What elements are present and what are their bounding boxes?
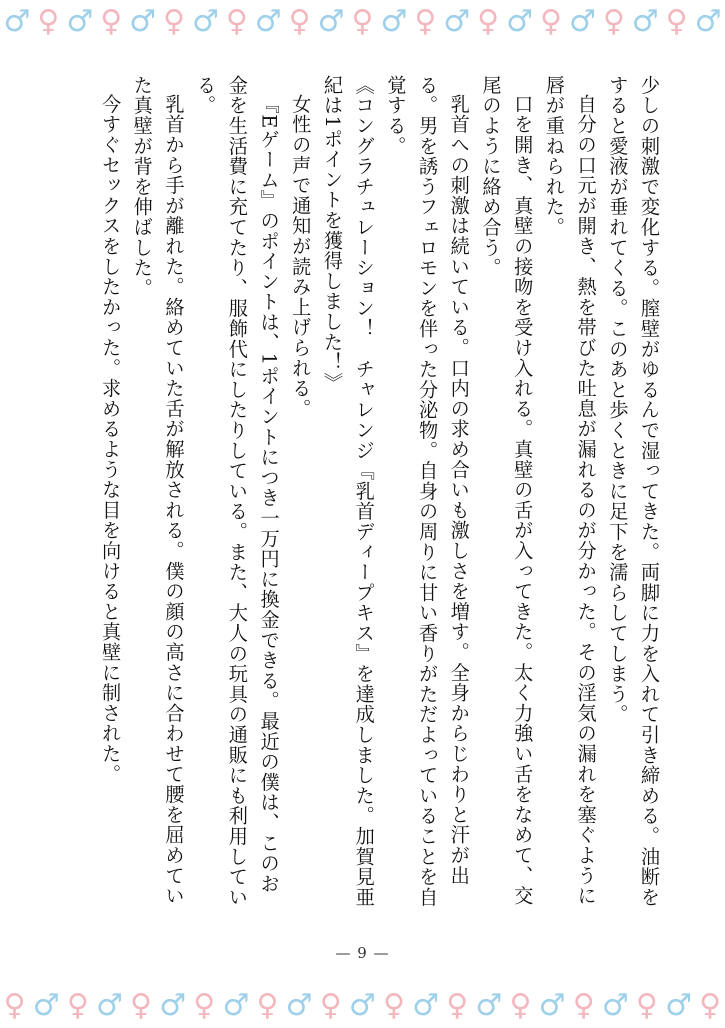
male-symbol-icon: ♂ (3, 4, 31, 39)
paragraph: 『Eゲーム』のポイントは、1ポイントにつき一万円に換金できる。最近の僕は、このお金を生活費に充てたり、服飾代にしたりしている。また、大人の玩具の通販にも利用している。 (194, 75, 281, 908)
female-symbol-icon: ♀ (602, 4, 625, 39)
male-symbol-icon: ♂ (317, 4, 345, 39)
female-symbol-icon: ♀ (351, 4, 374, 39)
female-symbol-icon: ♀ (539, 4, 562, 39)
male-symbol-icon: ♂ (191, 4, 219, 39)
male-symbol-icon: ♂ (222, 988, 250, 1023)
male-symbol-icon: ♂ (95, 988, 123, 1023)
paragraph: 自分の口元が開き、熱を帯びた吐息が漏れるのが分かった。その淫気の漏れを塞ぐように唇が重ねられた。 (542, 75, 598, 907)
top-gender-symbol-border (0, 0, 725, 44)
female-symbol-icon: ♀ (477, 4, 500, 39)
male-symbol-icon: ♂ (601, 988, 629, 1023)
male-symbol-icon: ♂ (32, 988, 60, 1023)
male-symbol-icon: ♂ (380, 4, 408, 39)
male-symbol-icon: ♂ (129, 4, 157, 39)
female-symbol-icon: ♀ (66, 988, 89, 1023)
male-symbol-icon: ♂ (694, 4, 722, 39)
female-symbol-icon: ♀ (256, 988, 279, 1023)
paragraph: 乳首から手が離れた。絡めていた舌が解放される。僕の顔の高さに合わせて腰を屈めていた真壁が背を伸ばした。 (130, 75, 186, 907)
paragraph: 口を開き、真壁の接吻を受け入れる。真壁の舌が入ってきた。太く力強い舌をなめて、交尾のように絡め合う。 (479, 75, 535, 907)
male-symbol-icon: ♂ (285, 988, 313, 1023)
female-symbol-icon: ♀ (100, 4, 123, 39)
female-symbol-icon: ♀ (699, 988, 722, 1023)
male-symbol-icon: ♂ (475, 988, 503, 1023)
male-symbol-icon: ♂ (66, 4, 94, 39)
female-symbol-icon: ♀ (193, 988, 216, 1023)
female-symbol-icon: ♀ (288, 4, 311, 39)
notification-paragraph: 《コングラチュレーション！ チャレンジ『乳首ディープキス』を達成しました。加賀見亜紀は1ポイントを獲得しました！》 (320, 75, 376, 908)
male-symbol-icon: ♂ (443, 4, 471, 39)
female-symbol-icon: ♀ (225, 4, 248, 39)
male-symbol-icon: ♂ (159, 988, 187, 1023)
paragraph: 女性の声で通知が読み上げられる。 (289, 94, 313, 419)
female-symbol-icon: ♀ (635, 988, 658, 1023)
female-symbol-icon: ♀ (665, 4, 688, 39)
female-symbol-icon: ♀ (572, 988, 595, 1023)
male-symbol-icon: ♂ (631, 4, 659, 39)
male-symbol-icon: ♂ (254, 4, 282, 39)
female-symbol-icon: ♀ (509, 988, 532, 1023)
male-symbol-icon: ♂ (568, 4, 596, 39)
male-symbol-icon: ♂ (412, 988, 440, 1023)
male-symbol-icon: ♂ (665, 988, 692, 1023)
female-symbol-icon: ♀ (319, 988, 342, 1023)
male-symbol-icon: ♂ (506, 4, 534, 39)
paragraph: 乳首への刺激は続いている。口内の求め合いも激しさを増す。全身からじわりと汗が出る。男を誘うフェロモンを伴った分泌物。自身の周りに甘い香りがただよっていることを自覚する。 (384, 75, 471, 908)
female-symbol-icon: ♀ (163, 4, 185, 39)
female-symbol-icon: ♀ (37, 4, 60, 39)
female-symbol-icon: ♀ (414, 4, 437, 39)
paragraph: 少しの刺激で変化する。膣壁がゆるんで湿ってきた。両脚に力を入れて引き締める。油断をすると愛液が垂れてくる。このあと歩くときに足下を濡らしてしまう。 (606, 75, 661, 908)
female-symbol-icon: ♀ (446, 988, 469, 1023)
female-symbol-icon: ♀ (382, 988, 405, 1023)
female-symbol-icon: ♀ (3, 988, 26, 1023)
paragraph: 今すぐセックスをしたかった。求めるような目を向けると真壁に制された。 (99, 94, 123, 785)
male-symbol-icon: ♂ (348, 988, 376, 1023)
page-number: — 9 — (335, 944, 390, 962)
male-symbol-icon: ♂ (538, 988, 566, 1023)
female-symbol-icon: ♀ (130, 988, 153, 1023)
bottom-gender-symbol-border (0, 984, 725, 1028)
novel-page-body (60, 75, 665, 910)
